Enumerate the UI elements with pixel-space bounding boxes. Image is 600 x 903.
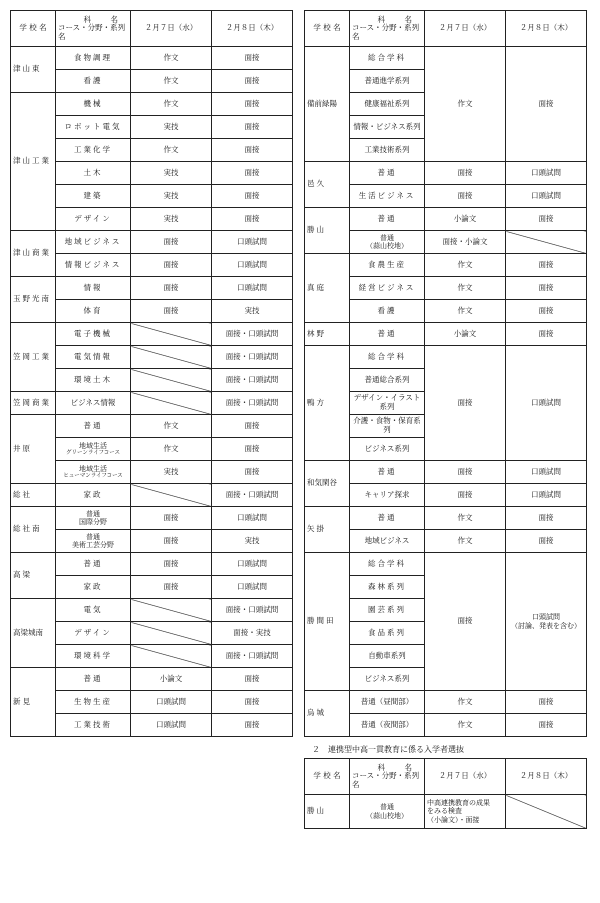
exam-day1: 作文 [131, 139, 212, 162]
course-name: 電気情報 [56, 346, 131, 369]
table-row [305, 507, 587, 530]
school-name: 和気閑谷 [305, 461, 350, 507]
exam-day1: 作文 [425, 277, 506, 300]
course-name: 自動車系列 [350, 645, 425, 668]
exam-day2: 面接 [212, 70, 293, 93]
exam-day2: 実技 [212, 300, 293, 323]
exam-day2: 面接 [212, 116, 293, 139]
table-row [305, 691, 587, 714]
exam-day1: 作文 [131, 70, 212, 93]
course-name: 機械 [56, 93, 131, 116]
exam-day1: 面接 [131, 254, 212, 277]
exam-day1: 作文 [425, 530, 506, 553]
school-name: 高梁 [11, 553, 56, 599]
exam-day1: 面接 [131, 507, 212, 530]
course-name: 経営ビジネス [350, 277, 425, 300]
header-school: 学 校 名 [305, 759, 350, 795]
exam-day1-none [131, 392, 212, 415]
section2-title: ２ 連携型中高一貫教育に係る入学者選抜 [312, 745, 464, 754]
header-school: 学 校 名 [305, 11, 350, 47]
exam-day1: 小論文 [131, 668, 212, 691]
exam-day1: 面接・小論文 [425, 231, 506, 254]
exam-day2: 面接・口頭試問 [212, 323, 293, 346]
exam-day2: 面接 [506, 47, 587, 162]
table-row [11, 323, 293, 346]
school-name: 鴨方 [305, 346, 350, 461]
course-name: 普通 [350, 507, 425, 530]
header-course: 科 名 コース・分野・系列名 [56, 11, 131, 47]
header-day2: ２月８日（木） [506, 759, 587, 795]
exam-day1: 面接 [425, 185, 506, 208]
exam-day1: 実技 [131, 116, 212, 139]
course-name: 園芸系列 [350, 599, 425, 622]
exam-day1: 面接 [425, 162, 506, 185]
course-name: 工業化学 [56, 139, 131, 162]
course-name: ビジネス系列 [350, 438, 425, 461]
exam-day1-none [131, 645, 212, 668]
exam-day2: 実技 [212, 530, 293, 553]
exam-day2: 面接 [506, 254, 587, 277]
exam-day2: 面接・口頭試問 [212, 645, 293, 668]
header-school: 学 校 名 [11, 11, 56, 47]
exam-day2: 面接 [212, 47, 293, 70]
school-name: 総社 [11, 484, 56, 507]
table-row [11, 93, 293, 116]
course-name: 総合学科 [350, 346, 425, 369]
exam-day2: 面接・実技 [212, 622, 293, 645]
course-name: 総合学科 [350, 47, 425, 70]
exam-day2: 面接・口頭試問 [212, 484, 293, 507]
course-name: 普通 [350, 323, 425, 346]
course-name: 体育 [56, 300, 131, 323]
school-name: 笠岡工業 [11, 323, 56, 392]
course-name: 普通 [56, 553, 131, 576]
table-row [305, 162, 587, 185]
exam-day1-none [131, 484, 212, 507]
exam-day1-none [131, 346, 212, 369]
course-name: 家政 [56, 576, 131, 599]
right-exam-table [304, 10, 587, 737]
course-name: 生物生産 [56, 691, 131, 714]
school-name: 烏城 [305, 691, 350, 737]
exam-day2: 口頭試問 [506, 185, 587, 208]
table-row [305, 208, 587, 231]
course-name: 情報ビジネス [56, 254, 131, 277]
course-name: 情報・ビジネス系列 [350, 116, 425, 139]
exam-day2: 面接 [506, 530, 587, 553]
course-name: 普通 [350, 461, 425, 484]
course-name: 地域ビジネス [350, 530, 425, 553]
exam-day1: 作文 [131, 47, 212, 70]
course-name: キャリア探求 [350, 484, 425, 507]
exam-day2: 面接 [212, 162, 293, 185]
exam-day1: 面接 [131, 530, 212, 553]
course-name: 普通 [56, 668, 131, 691]
exam-day1: 面接 [425, 346, 506, 461]
exam-day1: 面接 [131, 231, 212, 254]
exam-day2: 面接 [506, 714, 587, 737]
exam-day2: 面接 [506, 300, 587, 323]
table-row [11, 47, 293, 70]
school-name: 矢掛 [305, 507, 350, 553]
course-name: 建築 [56, 185, 131, 208]
school-name: 津山東 [11, 47, 56, 93]
exam-day1: 作文 [425, 254, 506, 277]
exam-day1-none [131, 369, 212, 392]
school-name: 津山商業 [11, 231, 56, 277]
exam-day2: 口頭試問 （討論、発表を含む） [506, 553, 587, 691]
exam-day2: 面接 [212, 461, 293, 484]
table-row [305, 461, 587, 484]
course-name: 電気 [56, 599, 131, 622]
course-name: 普通（昼間部） [350, 691, 425, 714]
exam-day2: 面接 [212, 691, 293, 714]
exam-day2: 面接 [506, 507, 587, 530]
school-name: 邑久 [305, 162, 350, 208]
course-name: 森林系列 [350, 576, 425, 599]
exam-day2: 面接・口頭試問 [212, 599, 293, 622]
course-name: 情報 [56, 277, 131, 300]
exam-day1: 面接 [131, 300, 212, 323]
exam-day1: 作文 [131, 438, 212, 461]
course-name: 看護 [56, 70, 131, 93]
course-name: 普通 （蒜山校地） [350, 231, 425, 254]
school-name: 真庭 [305, 254, 350, 323]
exam-day2: 口頭試問 [212, 576, 293, 599]
course-name: 環境科学 [56, 645, 131, 668]
header-course: 科 名 コース・分野・系列名 [350, 11, 425, 47]
exam-day1: 実技 [131, 208, 212, 231]
school-name: 玉野光南 [11, 277, 56, 323]
table-row [305, 553, 587, 576]
school-name: 高梁城南 [11, 599, 56, 668]
exam-day1: 実技 [131, 461, 212, 484]
course-name: 地域ビジネス [56, 231, 131, 254]
table-row [305, 254, 587, 277]
table-row [305, 323, 587, 346]
course-name: デザイン [56, 622, 131, 645]
exam-day1-none [131, 622, 212, 645]
exam-day2: 面接・口頭試問 [212, 346, 293, 369]
exam-day1: 実技 [131, 185, 212, 208]
exam-day1-none [131, 323, 212, 346]
school-name: 備前緑陽 [305, 47, 350, 162]
header-course: 科 名 コース・分野・系列名 [350, 759, 425, 795]
course-name: 食農生産 [350, 254, 425, 277]
exam-day2: 面接 [212, 93, 293, 116]
course-name: ビジネス系列 [350, 668, 425, 691]
course-name: ロボット電気 [56, 116, 131, 139]
course-name: 地域生活 グリーンライフコース [56, 438, 131, 461]
course-name: 環境土木 [56, 369, 131, 392]
exam-day1: 面接 [425, 484, 506, 507]
exam-day1: 作文 [425, 714, 506, 737]
course-name: 普通 [350, 162, 425, 185]
header-day1: ２月７日（水） [131, 11, 212, 47]
course-name: デザイン・イラスト系列 [350, 392, 425, 415]
school-name: 井原 [11, 415, 56, 484]
section2-table [304, 758, 587, 829]
exam-day2: 面接 [506, 691, 587, 714]
exam-day2: 面接・口頭試問 [212, 369, 293, 392]
course-name: 普通（夜間部） [350, 714, 425, 737]
exam-day2: 面接 [506, 323, 587, 346]
exam-day1: 作文 [425, 47, 506, 162]
exam-day2-none [506, 795, 587, 829]
exam-day2: 面接・口頭試問 [212, 392, 293, 415]
course-name: 普通進学系列 [350, 70, 425, 93]
table-row [11, 231, 293, 254]
exam-day1: 小論文 [425, 208, 506, 231]
exam-day2: 口頭試問 [212, 254, 293, 277]
school-name: 勝山 [305, 208, 350, 254]
exam-day2: 面接 [212, 714, 293, 737]
course-name: 地域生活 ヒューマンライフコース [56, 461, 131, 484]
exam-day1: 口頭試問 [131, 691, 212, 714]
table-row [11, 277, 293, 300]
table-row [11, 507, 293, 530]
course-name: 生活ビジネス [350, 185, 425, 208]
course-name: ビジネス情報 [56, 392, 131, 415]
course-name: 普通 [56, 415, 131, 438]
exam-day2: 口頭試問 [506, 484, 587, 507]
exam-day2: 面接 [506, 277, 587, 300]
exam-day1: 面接 [131, 553, 212, 576]
exam-day2: 面接 [212, 185, 293, 208]
exam-day2-none [506, 231, 587, 254]
course-name: デザイン [56, 208, 131, 231]
course-name: 工業技術系列 [350, 139, 425, 162]
exam-day1: 作文 [425, 691, 506, 714]
exam-day2: 口頭試問 [212, 553, 293, 576]
exam-day1: 作文 [131, 415, 212, 438]
school-name: 林野 [305, 323, 350, 346]
table-header [11, 11, 293, 47]
exam-day2: 口頭試問 [506, 346, 587, 461]
course-name: 食品系列 [350, 622, 425, 645]
exam-day2: 面接 [212, 438, 293, 461]
exam-day1: 作文 [425, 507, 506, 530]
course-name: 普通総合系列 [350, 369, 425, 392]
table-row [11, 484, 293, 507]
exam-day2: 口頭試問 [212, 507, 293, 530]
school-name: 新見 [11, 668, 56, 737]
exam-day1: 小論文 [425, 323, 506, 346]
course-name: 介護・食物・保育系列 [350, 415, 425, 438]
exam-day2: 面接 [212, 668, 293, 691]
exam-day1: 口頭試問 [131, 714, 212, 737]
school-name: 総社南 [11, 507, 56, 553]
table-row [11, 392, 293, 415]
course-name: 健康福祉系列 [350, 93, 425, 116]
exam-day1: 中高連携教育の成果 をみる検査 （小論文）・面接 [425, 795, 506, 829]
school-name: 勝山 [305, 795, 350, 829]
exam-day2: 口頭試問 [506, 162, 587, 185]
course-name: 普通 [350, 208, 425, 231]
course-name: 電子機械 [56, 323, 131, 346]
course-name: 総合学科 [350, 553, 425, 576]
course-name: 看護 [350, 300, 425, 323]
left-exam-table [10, 10, 293, 737]
header-day2: ２月８日（木） [506, 11, 587, 47]
exam-day1: 作文 [131, 93, 212, 116]
table-row [305, 795, 587, 829]
table-row [11, 599, 293, 622]
course-name: 土木 [56, 162, 131, 185]
school-name: 笠岡商業 [11, 392, 56, 415]
exam-day1: 作文 [425, 300, 506, 323]
school-name: 津山工業 [11, 93, 56, 231]
exam-day1: 面接 [131, 576, 212, 599]
exam-day1: 面接 [425, 461, 506, 484]
exam-day1: 面接 [131, 277, 212, 300]
exam-day1-none [131, 599, 212, 622]
table-header [305, 759, 587, 795]
table-row [11, 668, 293, 691]
table-row [11, 415, 293, 438]
school-name: 勝間田 [305, 553, 350, 691]
header-day2: ２月８日（木） [212, 11, 293, 47]
course-name: 普通 国際分野 [56, 507, 131, 530]
table-row [305, 346, 587, 369]
course-name: 食物調理 [56, 47, 131, 70]
exam-day1: 実技 [131, 162, 212, 185]
exam-day2: 面接 [212, 139, 293, 162]
exam-day2: 面接 [506, 208, 587, 231]
header-day1: ２月７日（水） [425, 11, 506, 47]
course-name: 家政 [56, 484, 131, 507]
course-name: 普通 美術工芸分野 [56, 530, 131, 553]
exam-day1: 面接 [425, 553, 506, 691]
table-row [305, 47, 587, 70]
exam-day2: 口頭試問 [212, 277, 293, 300]
course-name: 普通 （蒜山校地） [350, 795, 425, 829]
table-row [11, 553, 293, 576]
header-day1: ２月７日（水） [425, 759, 506, 795]
table-header [305, 11, 587, 47]
exam-day2: 口頭試問 [506, 461, 587, 484]
exam-day2: 口頭試問 [212, 231, 293, 254]
course-name: 工業技術 [56, 714, 131, 737]
exam-day2: 面接 [212, 208, 293, 231]
exam-day2: 面接 [212, 415, 293, 438]
